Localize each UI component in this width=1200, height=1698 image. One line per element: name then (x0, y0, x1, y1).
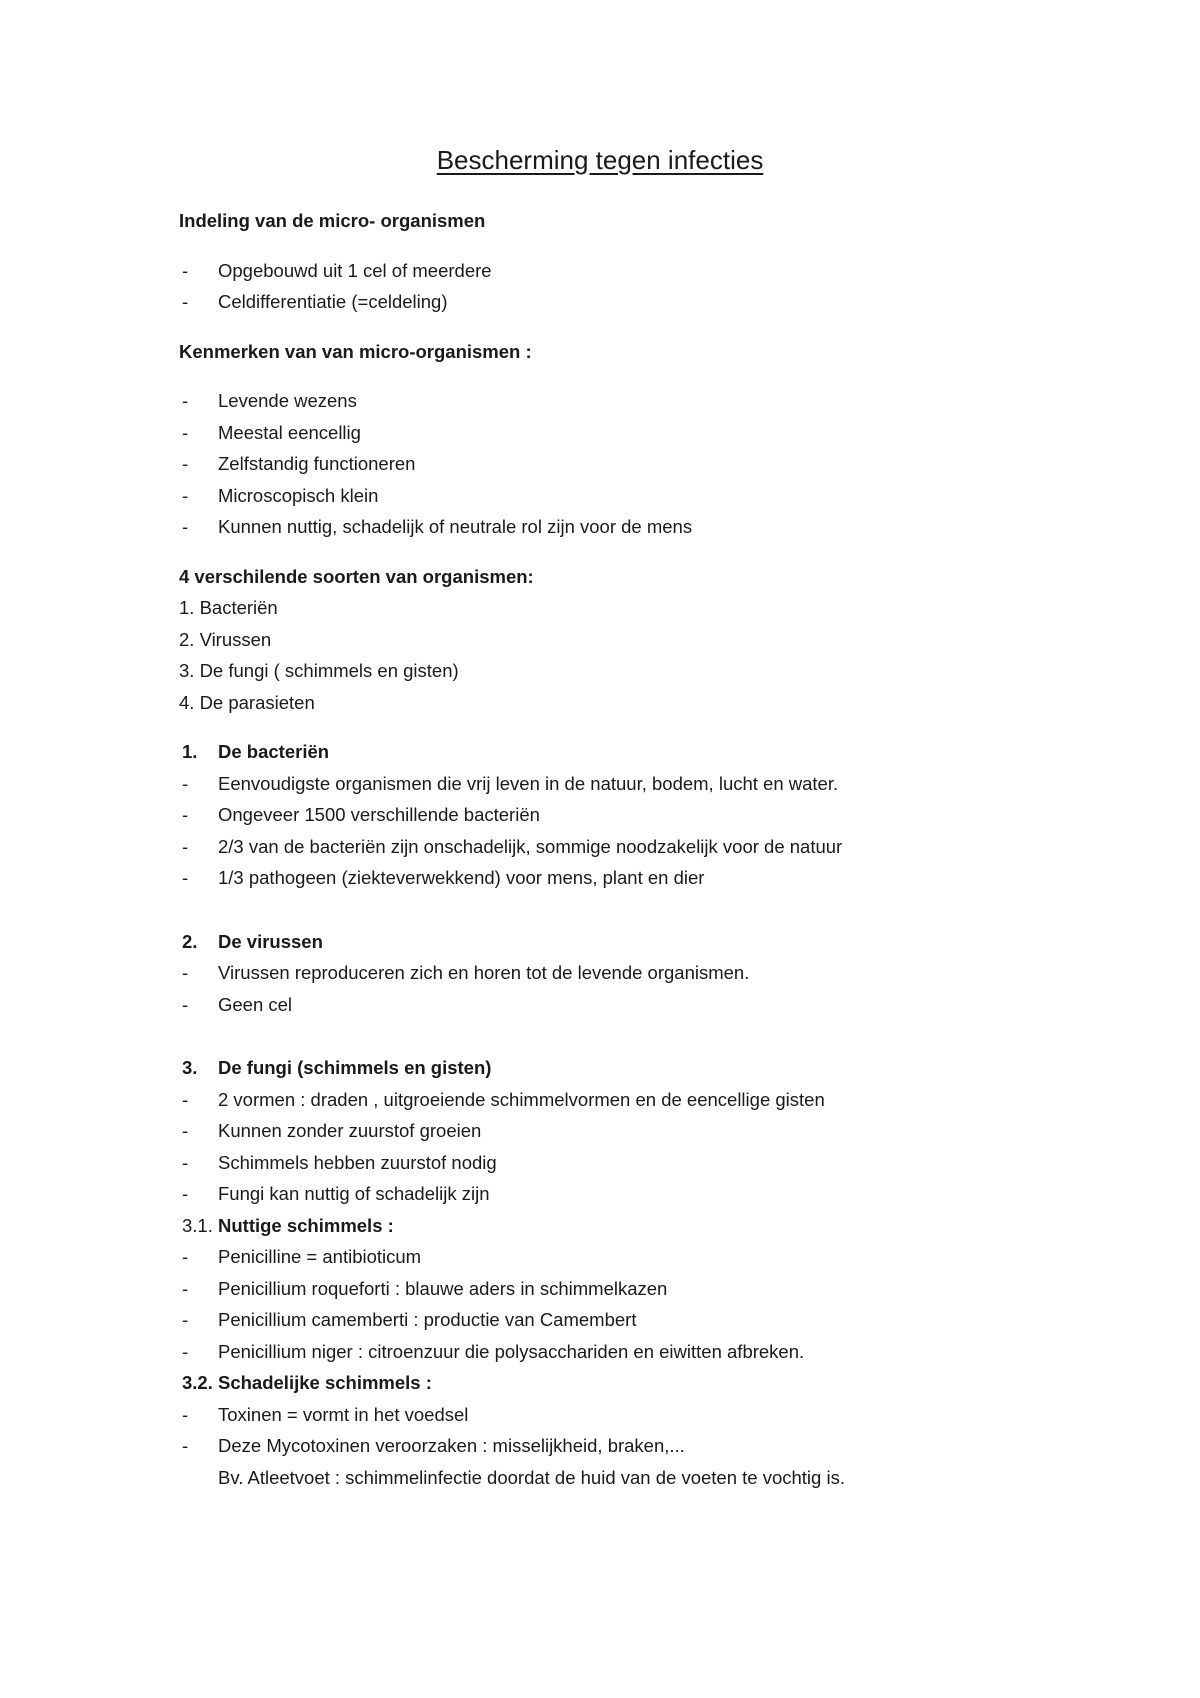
dash-bullet: - (182, 1309, 189, 1330)
dash-bullet: - (182, 835, 189, 857)
dash-bullet: - (182, 993, 189, 1015)
document-body (179, 205, 1129, 1493)
dash-bullet: - (182, 867, 189, 888)
list-item: - Penicilline = antibioticum (179, 1241, 1129, 1273)
dash-bullet: - (182, 804, 189, 825)
dash-bullet: - (182, 1088, 189, 1110)
dash-bullet: - (182, 1183, 189, 1204)
section-heading-soorten: 4 verschilende soorten van organismen: (179, 565, 534, 587)
list-item: - Levende wezens (179, 385, 1129, 417)
dash-bullet: - (182, 421, 189, 443)
dash-bullet: - (182, 453, 189, 474)
list-item: - Penicillium roqueforti : blauwe aders in schimmelkazen (179, 1273, 1129, 1305)
list-item: - Meestal eencellig (179, 417, 1129, 449)
section-heading-fungi: 3. De fungi (schimmels en gisten) (182, 1057, 492, 1078)
numbered-item: 1. Bacteriën (179, 597, 278, 618)
dash-bullet: - (182, 1403, 189, 1425)
example-line: Bv. Atleetvoet : schimmelinfectie doordat de huid van de voeten te vochtig is. (218, 1466, 845, 1488)
list-item: - Penicillium camemberti : productie van Camembert (179, 1304, 1129, 1336)
list-item: - Virussen reproduceren zich en horen tot de levende organismen. (179, 957, 1129, 989)
document-title: Bescherming tegen infecties (436, 145, 764, 175)
dash-bullet: - (182, 1246, 189, 1267)
list-item: - Kunnen zonder zuurstof groeien (179, 1115, 1129, 1147)
list-item: - 2 vormen : draden , uitgroeiende schimmelvormen en de eencellige gisten (179, 1084, 1129, 1116)
list-item: - Penicillium niger : citroenzuur die polysacchariden en eiwitten afbreken. (179, 1336, 1129, 1368)
dash-bullet: - (182, 772, 189, 794)
list-item: - Kunnen nuttig, schadelijk of neutrale rol zijn voor de mens (179, 511, 1129, 543)
numbered-item: 2. Virussen (179, 628, 272, 650)
section-heading-indeling: Indeling van de micro- organismen (179, 210, 486, 231)
dash-bullet: - (182, 1340, 189, 1362)
subsection-heading-nuttige: 3.1. Nuttige schimmels : (182, 1214, 394, 1236)
dash-bullet: - (182, 1120, 189, 1141)
dash-bullet: - (182, 484, 189, 506)
list-item: - Schimmels hebben zuurstof nodig (179, 1147, 1129, 1179)
list-item: - Fungi kan nuttig of schadelijk zijn (179, 1178, 1129, 1210)
dash-bullet: - (182, 1151, 189, 1173)
list-item: - Microscopisch klein (179, 480, 1129, 512)
list-item: - Ongeveer 1500 verschillende bacteriën (179, 799, 1129, 831)
dash-bullet: - (182, 390, 189, 411)
section-heading-bacterien: 1. De bacteriën (182, 741, 330, 762)
dash-bullet: - (182, 1277, 189, 1299)
list-item: - 2/3 van de bacteriën zijn onschadelijk, sommige noodzakelijk voor de natuur (179, 831, 1129, 863)
dash-bullet: - (182, 1435, 189, 1456)
list-item: - 1/3 pathogeen (ziekteverwekkend) voor mens, plant en dier (179, 862, 1129, 894)
dash-bullet: - (182, 516, 189, 537)
dash-bullet: - (182, 259, 189, 281)
list-item: - Deze Mycotoxinen veroorzaken : misselijkheid, braken,... (179, 1430, 1129, 1462)
dash-bullet: - (182, 291, 189, 312)
subsection-heading-schadelijke: 3.2. Schadelijke schimmels : (182, 1372, 432, 1393)
dash-bullet: - (182, 962, 189, 983)
numbered-item: 3. De fungi ( schimmels en gisten) (179, 660, 459, 681)
list-item: - Eenvoudigste organismen die vrij leven in de natuur, bodem, lucht en water. (179, 768, 1129, 800)
list-item: - Zelfstandig functioneren (179, 448, 1129, 480)
list-item: - Celdifferentiatie (=celdeling) (179, 286, 1129, 318)
list-item: - Geen cel (179, 989, 1129, 1021)
list-item: - Toxinen = vormt in het voedsel (179, 1399, 1129, 1431)
section-heading-virussen: 2. De virussen (182, 930, 323, 952)
numbered-item: 4. De parasieten (179, 691, 315, 713)
section-heading-kenmerken: Kenmerken van van micro-organismen : (179, 340, 532, 362)
list-item: - Opgebouwd uit 1 cel of meerdere (179, 255, 1129, 287)
